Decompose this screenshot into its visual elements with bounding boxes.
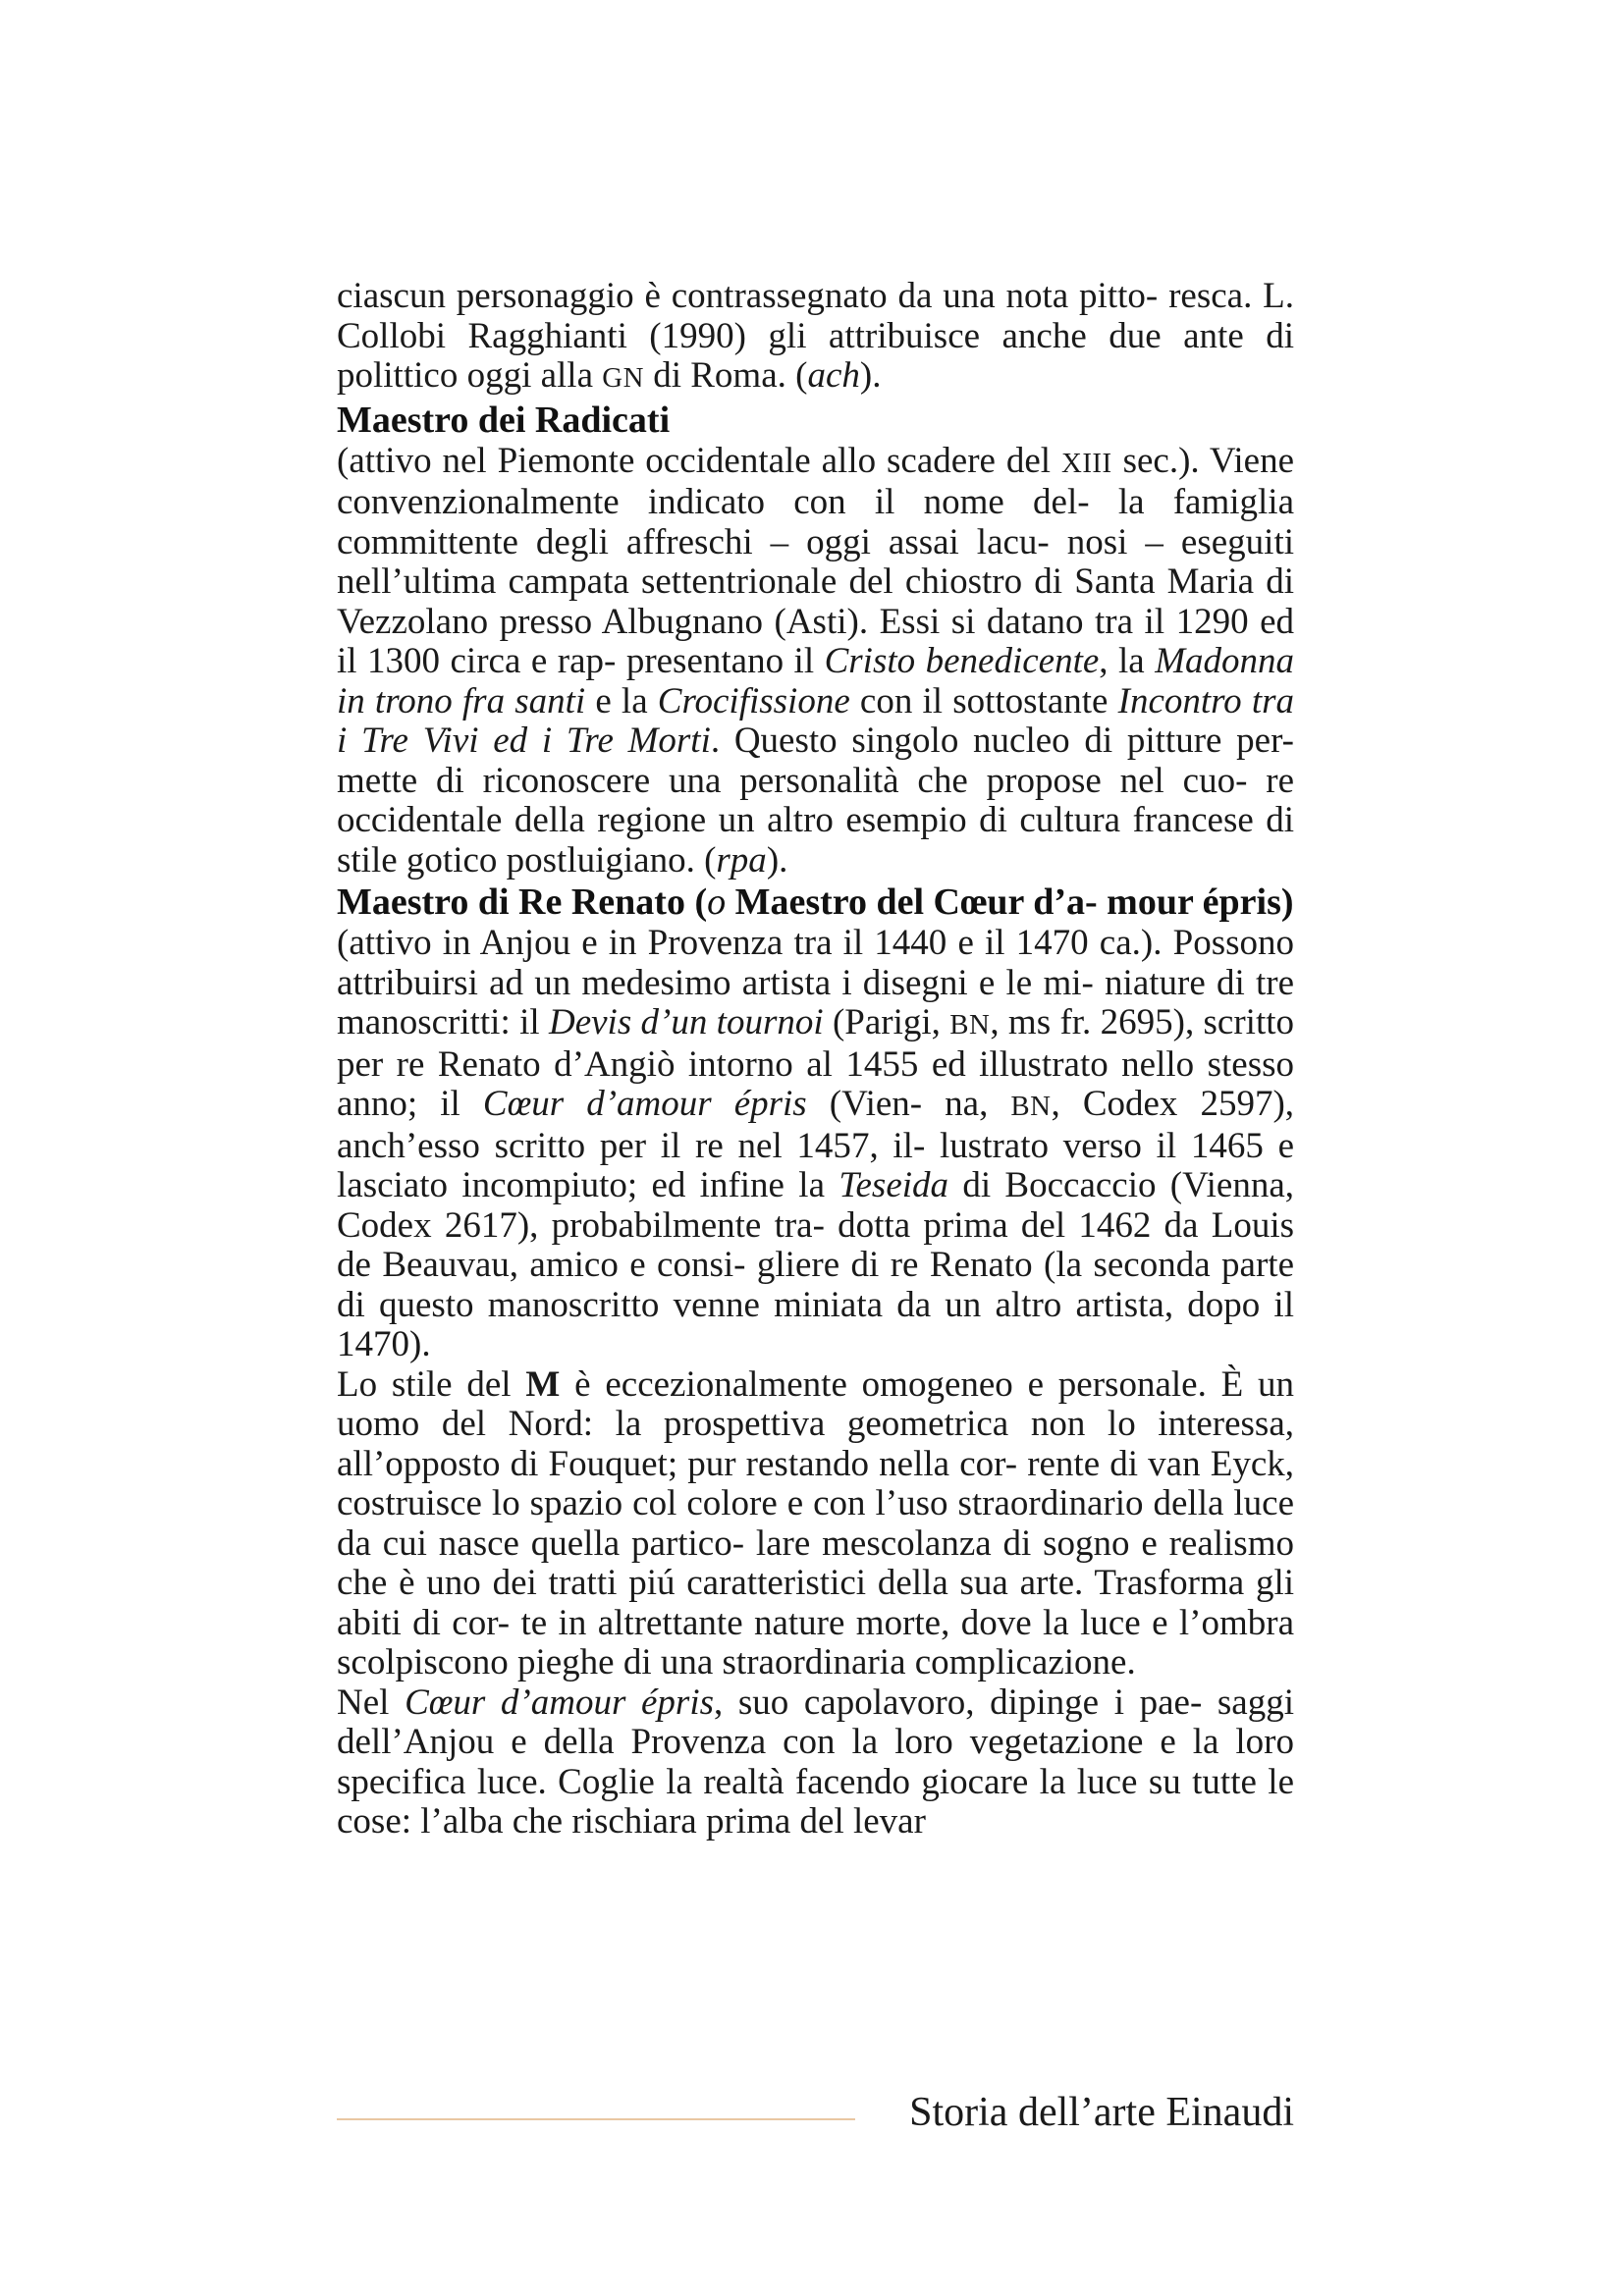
- artwork-title: Madonna in trono fra santi: [337, 641, 1295, 721]
- entry-body-re-renato-p2: Lo stile del M è eccezionalmente omogeneo e personale. È un uomo del Nord: la prospettiva geometrica non lo interessa, all’opposto di Fouquet; pur restando nella cor- rente di van Eyck, costruisce lo spazio col colore e con l’uso straordinario della luce da cui nasce quella partico- lare mescolanza di sogno e realismo che è uno dei tratti piú caratteristici della sua arte. Trasforma gli abiti di cor- te in altrettante nature morte, dove la luce e l’ombra scolpiscono pieghe di una straordinaria complicazione.: [337, 1363, 1295, 1682]
- artwork-title: Cristo benedicente: [824, 641, 1100, 681]
- artwork-title: Crocifissione: [657, 680, 850, 721]
- abbreviation-gn: GN: [602, 362, 644, 394]
- author-initials: rpa: [716, 839, 767, 881]
- entry-body-radicati: (attivo nel Piemonte occidentale allo scadere del XIII sec.). Viene convenzionalmente indicato con il nome del- la famiglia committente degli affreschi – oggi assai lacu- nosi – eseguiti nell’ultima campata settentrionale del chiostro di Santa Maria di Vezzolano presso Albugnano (Asti). Essi si datano tra il 1290 ed il 1300 circa e rap- presentano il Cristo benedicente, la Madonna in trono fra santi e la Crocifissione con il sottostante Incontro tra i Tre Vivi ed i Tre Morti. Questo singolo nucleo di pitture per- mette di riconoscere una personalità che propose nel cuo- re occidentale della regione un altro esempio di cultura francese di stile gotico postluigiano. (rpa).: [337, 440, 1295, 881]
- artwork-title: Cœur d’amour épris: [482, 1084, 807, 1124]
- article-text-column: [337, 277, 1294, 1842]
- artwork-title: Incontro tra i Tre Vivi ed i Tre Morti: [337, 680, 1295, 761]
- entry-heading-radicati: Maestro dei Radicati: [337, 399, 671, 441]
- author-initials: ach: [807, 355, 860, 396]
- master-abbreviation: M: [525, 1363, 561, 1405]
- page-footer: [337, 2083, 1294, 2142]
- artwork-title: Cœur d’amour épris: [405, 1682, 714, 1723]
- footer-rule: [337, 2118, 855, 2120]
- artwork-title: Teseida: [839, 1165, 949, 1205]
- previous-entry-ending: ciascun personaggio è contrassegnato da una nota pitto- resca. L. Collobi Ragghianti (1990) gli attribuisce anche due ante di polittico oggi alla GN di Roma. (ach).: [337, 276, 1295, 396]
- entry-body-re-renato-p1: (attivo in Anjou e in Provenza tra il 1440 e il 1470 ca.). Possono attribuirsi ad un medesimo artista i disegni e le mi- niature di tre manoscritti: il Devis d’un tournoi (Parigi, BN, ms fr. 2695), scritto per re Renato d’Angiò intorno al 1455 ed illustrato nello stesso anno; il Cœur d’amour épris (Vien- na, BN, Codex 2597), anch’esso scritto per il re nel 1457, il- lustrato verso il 1465 e lasciato incompiuto; ed infine la Teseida di Boccaccio (Vienna, Codex 2617), probabilmente tra- dotta prima del 1462 da Louis de Beauvau, amico e consi- gliere di re Renato (la seconda parte di questo manoscritto venne miniata da un altro artista, dopo il 1470).: [337, 923, 1295, 1364]
- artwork-title: Devis d’un tournoi: [548, 1002, 824, 1042]
- entry-body-re-renato-p3: Nel Cœur d’amour épris, suo capolavoro, dipinge i pae- saggi dell’Anjou e della Provenza con la loro vegetazione e la loro specifica luce. Coglie la realtà facendo giocare la luce su tutte le cose: l’alba che rischiara prima del levar: [337, 1682, 1295, 1842]
- series-title: Storia dell’arte Einaudi: [909, 2090, 1294, 2135]
- entry-heading-re-renato: Maestro di Re Renato (o Maestro del Cœur d’a- mour épris): [337, 881, 1294, 923]
